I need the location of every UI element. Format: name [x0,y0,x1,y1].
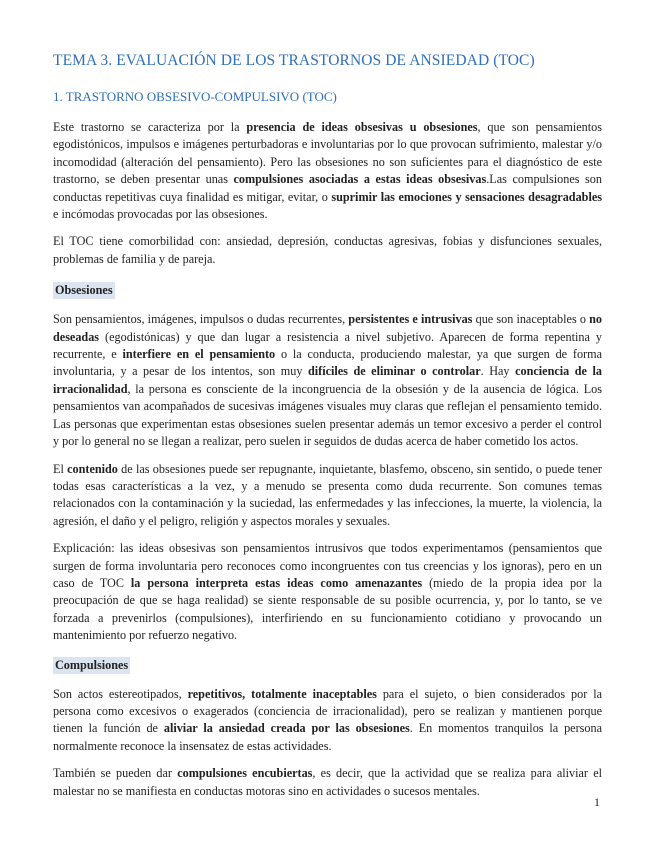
bold-text: contenido [67,461,118,476]
bold-text: aliviar la ansiedad creada por las obsesiones [163,721,410,736]
paragraph-comorbidity: El TOC tiene comorbilidad con: ansiedad, depresión, conductas agresivas, fobias y disfunciones sexuales, problemas de familia y de pareja. [53,234,602,266]
obsesiones-heading: Obsesiones [55,283,113,298]
bold-text: conciencia de la irracionalidad [53,364,602,396]
text-span: (egodistónicas) y que dan lugar a resistencia a nivel subjetivo. Aparecen de forma repentina y recurrente, e [53,329,602,362]
paragraph-compulsiones-definition [53,686,602,756]
text-span: Son pensamientos, imágenes, impulsos o dudas recurrentes, [53,312,349,327]
text-span: que son inaceptables o [472,312,590,327]
bold-text: difíciles de eliminar o controlar [307,364,481,379]
compulsiones-heading: Compulsiones [55,657,129,672]
bold-text: persistentes e intrusivas [348,312,473,327]
text-span: , la persona es consciente de la incongruencia de la obsesión y de la ausencia de lógica. Los pensamientos van acompañados de sucesivas imágenes visuales muy claras que reflejan el pensamiento temido. Las personas que experimentan estas obsesiones suelen presentar además un temor excesivo a perder el control y por lo general no se llegan a realizar, pero suelen ir seguidos de dudas acerca de haber cometido los actos. [53,381,602,449]
bold-text: presencia de ideas obsesivas u obsesiones [246,120,478,134]
bold-text: compulsiones asociadas a estas ideas obsesivas [233,172,487,187]
text-span: para el sujeto, o bien considerados por la persona como excesivos o exagerados (conciencia de irracionalidad), pero se realizan y mantienen porque tienen la función de [53,686,603,736]
paragraph-obsesiones-content [53,461,602,531]
text-span: Son actos estereotipados, [53,686,188,701]
bold-text: no deseadas [53,312,602,344]
text-span: . En momentos tranquilos la persona normalmente reconoce la insensatez de estas actividades. [53,721,602,753]
document-title: TEMA 3. EVALUACIÓN DE LOS TRASTORNOS DE ANSIEDAD (TOC) [53,52,535,69]
bold-text: compulsiones encubiertas [177,766,313,781]
text-span: Explicación: las ideas obsesivas son pensamientos intrusivos que todos experimentamos (pensamientos que surgen de forma involuntaria pero reconoces como incongruentes con tus creencias y los ignoras), pero en un caso de TOC [53,541,602,590]
text-span: También se pueden dar [53,766,178,781]
text-span: de las obsesiones puede ser repugnante, inquietante, blasfemo, obsceno, sin sentido, o puede tener todas esas características a la vez, y a menudo se presenta como duda recurrente. Son comunes temas relacionados con la contaminación y la suciedad, las enfermedades y las infecciones, la muerte, la violencia, la agresión, el daño y el peligro, religión y aspectos morales y sexuales. [53,461,602,528]
paragraph-intro [53,119,602,223]
text-span: e incómodas provocadas por las obsesiones. [53,207,268,222]
bold-text: la persona interpreta estas ideas como amenazantes [130,575,423,590]
section-heading-toc: 1. TRASTORNO OBSESIVO-COMPULSIVO (TOC) [53,89,337,104]
bold-text: interfiere en el pensamiento [122,347,276,362]
text-span: (miedo de la propia idea por la preocupación de que se haga realidad) se siente responsable de su posible ocurrencia, y, por lo tanto, se ve forzada a prevenirlos (compulsiones), interfiriendo en su funcionamiento cotidiano y provocando un mantenimiento por refuerzo negativo. [53,575,603,643]
text-span: Este trastorno se caracteriza por la [53,120,247,134]
page-number: 1 [594,795,600,809]
text-span: o la conducta, produciendo malestar, ya que surgen de forma involuntaria, y a pesar de los intentos, son muy [53,347,602,379]
bold-text: suprimir las emociones y sensaciones desagradables [331,189,602,204]
text-span: .Las compulsiones son conductas repetitivas cuya finalidad es mitigar, evitar, o [53,172,602,204]
paragraph-explanation [53,540,602,644]
text-span: , que son pensamientos egodistónicos, impulsos e imágenes perturbadoras e involuntarias por lo que provocan sufrimiento, malestar y/o incomodidad (alteración del pensamiento). Pero las obsesiones no son suficientes para el diagnóstico de este trastorno, se deben presentar unas [53,120,602,187]
text-span: , es decir, que la actividad que se realiza para aliviar el malestar no se manifiesta en conductas motoras sino en actividades o sucesos mentales. [53,766,602,798]
text-span: El [53,461,68,476]
paragraph-obsesiones-definition [53,311,602,450]
text-span: . Hay [480,364,516,379]
bold-text: repetitivos, totalmente inaceptables [187,686,377,701]
paragraph-compulsiones-encubiertas [53,765,602,800]
